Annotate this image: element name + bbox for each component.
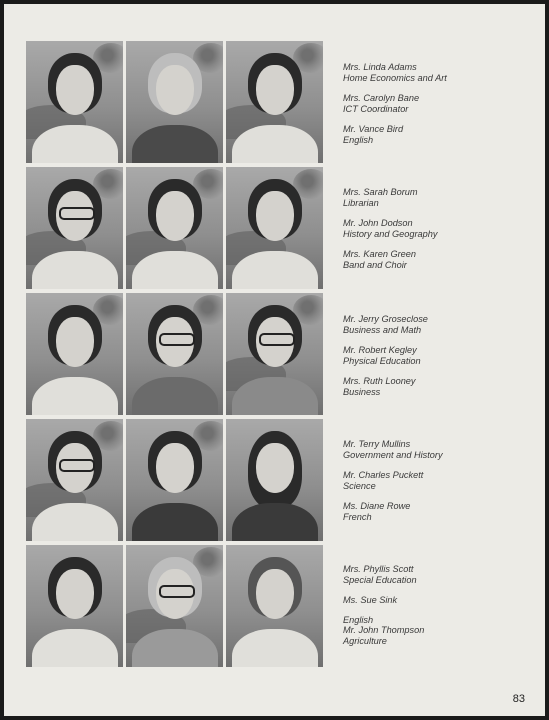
portrait-ruth-looney bbox=[226, 293, 323, 415]
caption bbox=[343, 615, 373, 626]
portrait-charles-puckett bbox=[126, 419, 223, 541]
teacher-name: Mrs. Linda Adams bbox=[343, 62, 417, 72]
teacher-name: Mrs. Sarah Borum bbox=[343, 187, 418, 197]
teacher-subject: Agriculture bbox=[343, 635, 387, 646]
teacher-name: Mr. Charles Puckett bbox=[343, 470, 424, 480]
caption bbox=[343, 93, 419, 114]
teacher-subject: ICT Coordinator bbox=[343, 103, 409, 114]
teacher-subject: Science bbox=[343, 480, 376, 491]
caption bbox=[343, 218, 437, 239]
teacher-name: Mr. John Dodson bbox=[343, 218, 413, 228]
teacher-subject: Business and Math bbox=[343, 324, 422, 335]
photo-row-4 bbox=[26, 419, 326, 541]
teacher-name: Mr. Vance Bird bbox=[343, 124, 404, 134]
caption bbox=[343, 249, 416, 270]
teacher-subject: English bbox=[343, 134, 374, 145]
photo-row-3 bbox=[26, 293, 326, 415]
caption bbox=[343, 314, 428, 335]
caption bbox=[343, 345, 421, 366]
teacher-subject: Business bbox=[343, 386, 381, 397]
teacher-name: Ms. Sue Sink bbox=[343, 595, 398, 605]
photo-row-1 bbox=[26, 41, 326, 163]
portrait-linda-adams bbox=[26, 41, 123, 163]
caption bbox=[343, 470, 423, 491]
teacher-name: Mrs. Carolyn Bane bbox=[343, 93, 420, 103]
caption bbox=[343, 187, 418, 208]
portrait-terry-mullins bbox=[26, 419, 123, 541]
teacher-name: Mrs. Karen Green bbox=[343, 249, 417, 259]
teacher-subject: Band and Choir bbox=[343, 259, 407, 270]
caption bbox=[343, 124, 403, 145]
teacher-name: Mr. Jerry Groseclose bbox=[343, 314, 428, 324]
portrait-sue-sink bbox=[126, 545, 223, 667]
portrait-sarah-borum bbox=[26, 167, 123, 289]
teacher-subject: Home Economics and Art bbox=[343, 72, 447, 83]
teacher-name: Mr. Terry Mullins bbox=[343, 439, 411, 449]
page-number: 83 bbox=[512, 693, 525, 705]
teacher-subject: French bbox=[343, 511, 372, 522]
teacher-name: Mr. John Thompson bbox=[343, 625, 425, 635]
teacher-name: Mrs. Phyllis Scott bbox=[343, 564, 414, 574]
portrait-jerry-groseclose bbox=[26, 293, 123, 415]
yearbook-page bbox=[4, 4, 545, 716]
teacher-subject: Librarian bbox=[343, 197, 379, 208]
portrait-vance-bird bbox=[226, 41, 323, 163]
caption bbox=[343, 501, 410, 522]
teacher-subject: Special Education bbox=[343, 574, 417, 585]
caption bbox=[343, 439, 443, 460]
teacher-name: Ms. Diane Rowe bbox=[343, 501, 411, 511]
teacher-subject: English bbox=[343, 615, 374, 625]
caption bbox=[343, 564, 417, 585]
caption bbox=[343, 625, 424, 646]
caption bbox=[343, 62, 447, 83]
teacher-name: Mrs. Ruth Looney bbox=[343, 376, 416, 386]
portrait-diane-rowe bbox=[226, 419, 323, 541]
teacher-subject: Physical Education bbox=[343, 355, 421, 366]
caption bbox=[343, 595, 397, 606]
portrait-karen-green bbox=[226, 167, 323, 289]
portrait-john-thompson bbox=[226, 545, 323, 667]
photo-row-2 bbox=[26, 167, 326, 289]
teacher-name: Mr. Robert Kegley bbox=[343, 345, 417, 355]
teacher-subject: Government and History bbox=[343, 449, 443, 460]
caption bbox=[343, 376, 416, 397]
photo-row-5 bbox=[26, 545, 326, 667]
portrait-carolyn-bane bbox=[126, 41, 223, 163]
portrait-phyllis-scott bbox=[26, 545, 123, 667]
portrait-john-dodson bbox=[126, 167, 223, 289]
portrait-robert-kegley bbox=[126, 293, 223, 415]
teacher-subject: History and Geography bbox=[343, 228, 438, 239]
